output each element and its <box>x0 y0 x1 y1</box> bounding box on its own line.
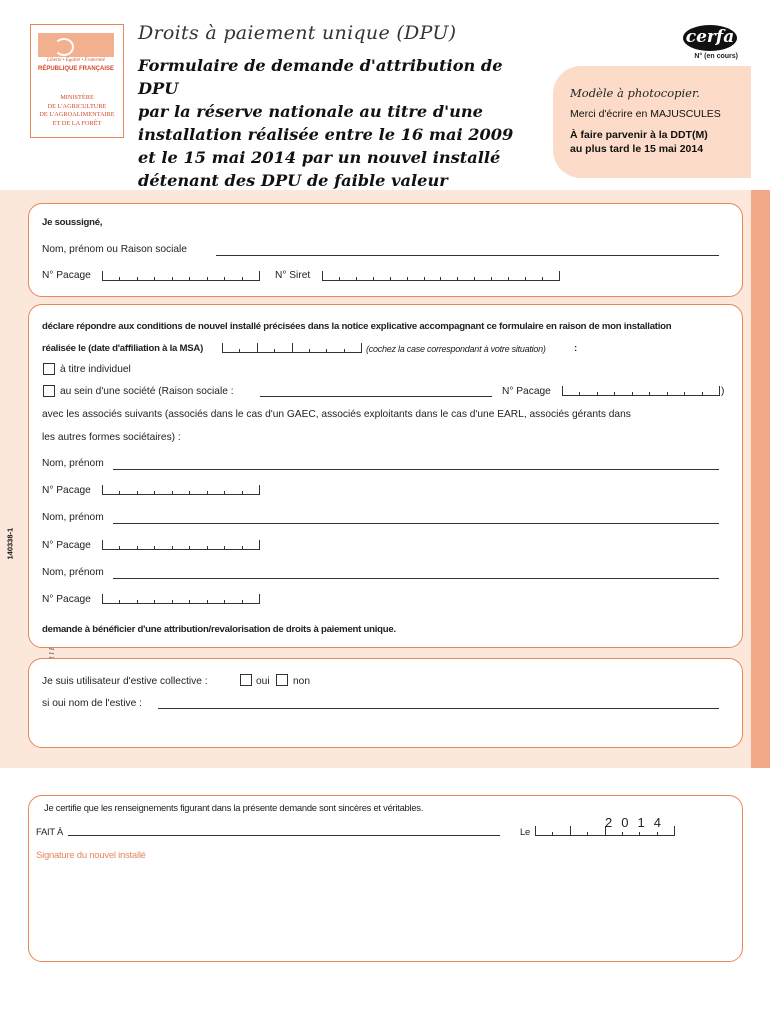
individuel-label: à titre individuel <box>60 364 131 375</box>
document-subtitle: Formulaire de demande d'attribution de DPU par la réserve nationale au titre d'une installation réalisée entre le 16 mai 2009 et le 15 mai 2014 par un nouvel installé détenant des DPU de faible valeur <box>138 56 514 190</box>
certify-text: Je certifie que les renseignements figurant dans la présente demande sont sincères et véritables. <box>44 802 424 813</box>
societe-pacage-field[interactable] <box>562 386 720 396</box>
siret-label: N° Siret <box>275 270 311 281</box>
majuscules-label: Merci d'écrire en MAJUSCULES <box>570 108 721 120</box>
form-right-edge <box>751 190 770 768</box>
societe-checkbox[interactable] <box>43 385 55 397</box>
societe-label: au sein d'une société (Raison sociale : <box>60 386 234 397</box>
pacage-field[interactable] <box>102 271 260 281</box>
estive-name-field[interactable] <box>158 708 719 709</box>
colon: : <box>574 343 578 354</box>
name-label: Nom, prénom ou Raison sociale <box>42 244 187 255</box>
estive-oui-checkbox[interactable] <box>240 674 252 686</box>
cerfa-logo: cerfa <box>683 25 737 51</box>
associe-2-name-field[interactable] <box>113 523 719 524</box>
cerfa-number: N° (en cours) <box>694 53 738 60</box>
cochez-hint: (cochez la case correspondant à votre situation) <box>366 344 546 354</box>
associe-3-pacage-field[interactable] <box>102 594 260 604</box>
estive-oui-label: oui <box>256 676 270 687</box>
ministere-label: MINISTÈRE DE L'AGRICULTURE DE L'AGROALIMENTAIRE ET DE LA FORÊT <box>39 94 115 127</box>
deadline-label: À faire parvenir à la DDT(M) au plus tard le 15 mai 2014 <box>570 129 708 155</box>
signature-year: 2014 <box>605 815 670 830</box>
associe-3-pacage-label: N° Pacage <box>42 594 91 605</box>
siret-field[interactable] <box>322 271 560 281</box>
pacage-label: N° Pacage <box>42 270 91 281</box>
associes-text-2: les autres formes sociétaires) : <box>42 432 181 443</box>
date-label: réalisée le (date d'affiliation à la MSA) <box>42 343 204 354</box>
individuel-checkbox[interactable] <box>43 363 55 375</box>
societe-pacage-label: N° Pacage <box>502 386 551 397</box>
demande-text: demande à bénéficier d'une attribution/revalorisation de droits à paiement unique. <box>42 624 396 635</box>
republique-francaise: RÉPUBLIQUE FRANÇAISE <box>37 66 114 72</box>
declare-text: déclare répondre aux conditions de nouvel installé précisées dans la notice explicative accompagnant ce formulaire en raison de mon installation <box>42 321 672 332</box>
soussigne-heading: Je soussigné, <box>42 217 103 228</box>
raison-sociale-field[interactable] <box>260 396 492 397</box>
associe-1-pacage-label: N° Pacage <box>42 485 91 496</box>
associe-2-name-label: Nom, prénom <box>42 512 104 523</box>
info-box <box>553 66 751 178</box>
associe-3-name-field[interactable] <box>113 578 719 579</box>
close-paren: ) <box>721 386 725 397</box>
estive-name-label: si oui nom de l'estive : <box>42 698 142 709</box>
estive-label: Je suis utilisateur d'estive collective : <box>42 676 208 687</box>
associe-1-name-field[interactable] <box>113 469 719 470</box>
associe-3-name-label: Nom, prénom <box>42 567 104 578</box>
associe-1-name-label: Nom, prénom <box>42 458 104 469</box>
republic-motto: Liberté • Égalité • Fraternité <box>47 58 105 63</box>
form-code: 140338-1 <box>5 527 15 560</box>
document-title: Droits à paiement unique (DPU) <box>138 22 457 44</box>
estive-non-checkbox[interactable] <box>276 674 288 686</box>
associe-1-pacage-field[interactable] <box>102 485 260 495</box>
date-le-label: Le <box>520 826 530 837</box>
signature-label: Signature du nouvel installé <box>36 850 146 861</box>
marianne-icon <box>38 33 114 57</box>
associe-2-pacage-field[interactable] <box>102 540 260 550</box>
fait-a-field[interactable] <box>68 835 500 836</box>
affiliation-date-field[interactable] <box>222 343 362 353</box>
fait-a-label: FAIT À <box>36 826 63 837</box>
modele-label: Modèle à photocopier. <box>570 86 700 100</box>
associes-text: avec les associés suivants (associés dans le cas d'un GAEC, associés exploitants dans le cas d'une EARL, associés gérants dans <box>42 409 631 420</box>
associe-2-pacage-label: N° Pacage <box>42 540 91 551</box>
name-field[interactable] <box>216 255 719 256</box>
estive-non-label: non <box>293 676 310 687</box>
